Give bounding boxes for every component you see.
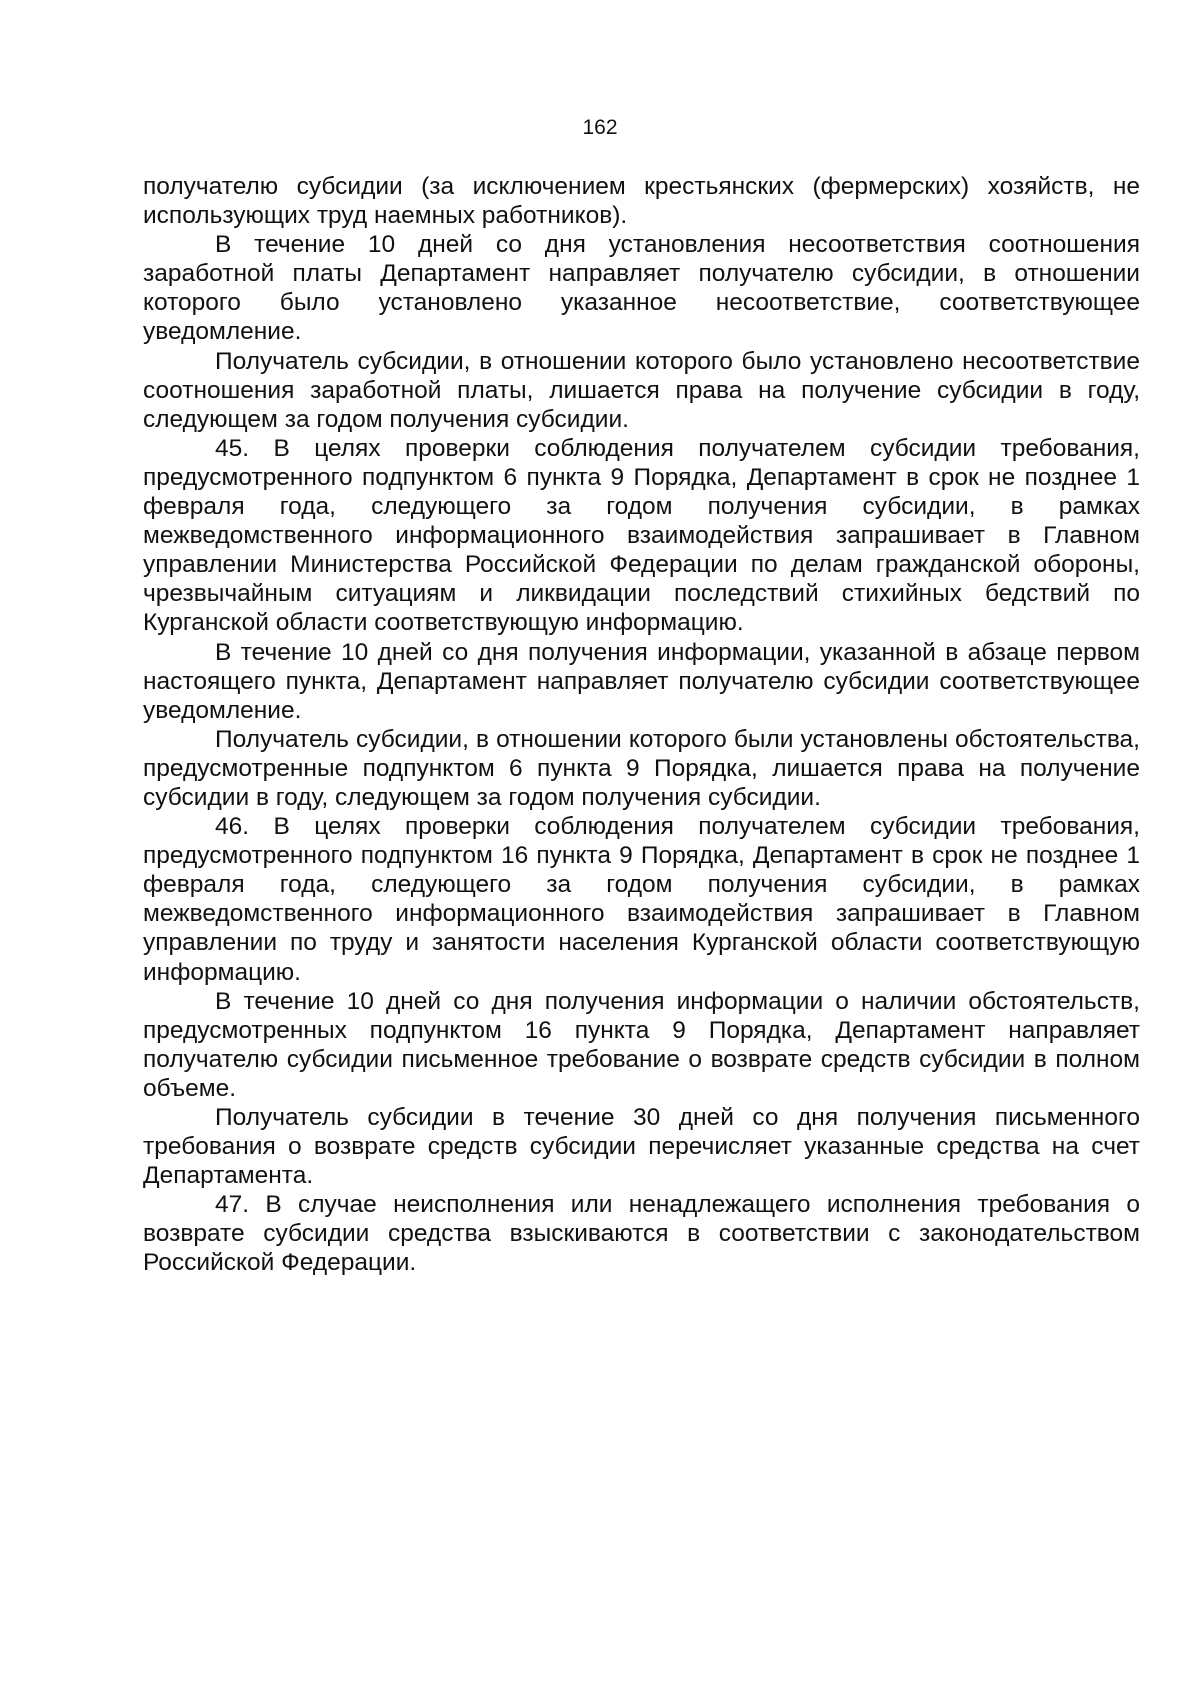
paragraph-item-45: 45. В целях проверки соблюдения получателем субсидии требования, предусмотренного подпунктом 6 пункта 9 Порядка, Департамент в срок не позднее 1 февраля года, следующего за годом получения субсидии, в рамках межведомственного информационного взаимодействия запрашивает в Главном управлении Министерства Российской Федерации по делам гражданской обороны, чрезвычайным ситуациям и ликвидации последствий стихийных бедствий по Курганской области соответствующую информацию. — [143, 434, 1140, 637]
paragraph-wage-notice: В течение 10 дней со дня установления несоответствия соотношения заработной платы Департамент направляет получателю субсидии, в отношении которого было установлено указанное несоответствие, соответствующее уведомление. — [143, 231, 1140, 346]
paragraph-wage-deprivation: Получатель субсидии, в отношении которого было установлено несоответствие соотношения заработной платы, лишается права на получение субсидии в году, следующем за годом получения субсидии. — [143, 347, 1140, 433]
paragraph-item-47: 47. В случае неисполнения или ненадлежащего исполнения требования о возврате субсидии средства взыскиваются в соответствии с законодательством Российской Федерации. — [143, 1191, 1140, 1277]
paragraph-item-46: 46. В целях проверки соблюдения получателем субсидии требования, предусмотренного подпунктом 16 пункта 9 Порядка, Департамент в срок не позднее 1 февраля года, следующего за годом получения субсидии, в рамках межведомственного информационного взаимодействия запрашивает в Главном управлении по труду и занятости населения Курганской области соответствующую информацию. — [143, 813, 1140, 986]
paragraph-item-46-demand: В течение 10 дней со дня получения информации о наличии обстоятельств, предусмотренных подпунктом 16 пункта 9 Порядка, Департамент направляет получателю субсидии письменное требование о возврате средств субсидии в полном объеме. — [143, 987, 1140, 1102]
page-number: 162 — [582, 116, 618, 139]
document-body — [143, 172, 1140, 1278]
paragraph-item-45-notice: В течение 10 дней со дня получения информации, указанной в абзаце первом настоящего пункта, Департамент направляет получателю субсидии соответствующее уведомление. — [143, 638, 1140, 724]
paragraph-item-46-transfer: Получатель субсидии в течение 30 дней со дня получения письменного требования о возврате средств субсидии перечисляет указанные средства на счет Департамента. — [143, 1104, 1140, 1190]
paragraph-continuation: получателю субсидии (за исключением крестьянских (фермерских) хозяйств, не использующих труд наемных работников). — [143, 173, 1140, 230]
paragraph-item-45-deprivation: Получатель субсидии, в отношении которого были установлены обстоятельства, предусмотренные подпунктом 6 пункта 9 Порядка, лишается права на получение субсидии в году, следующем за годом получения субсидии. — [143, 725, 1140, 811]
